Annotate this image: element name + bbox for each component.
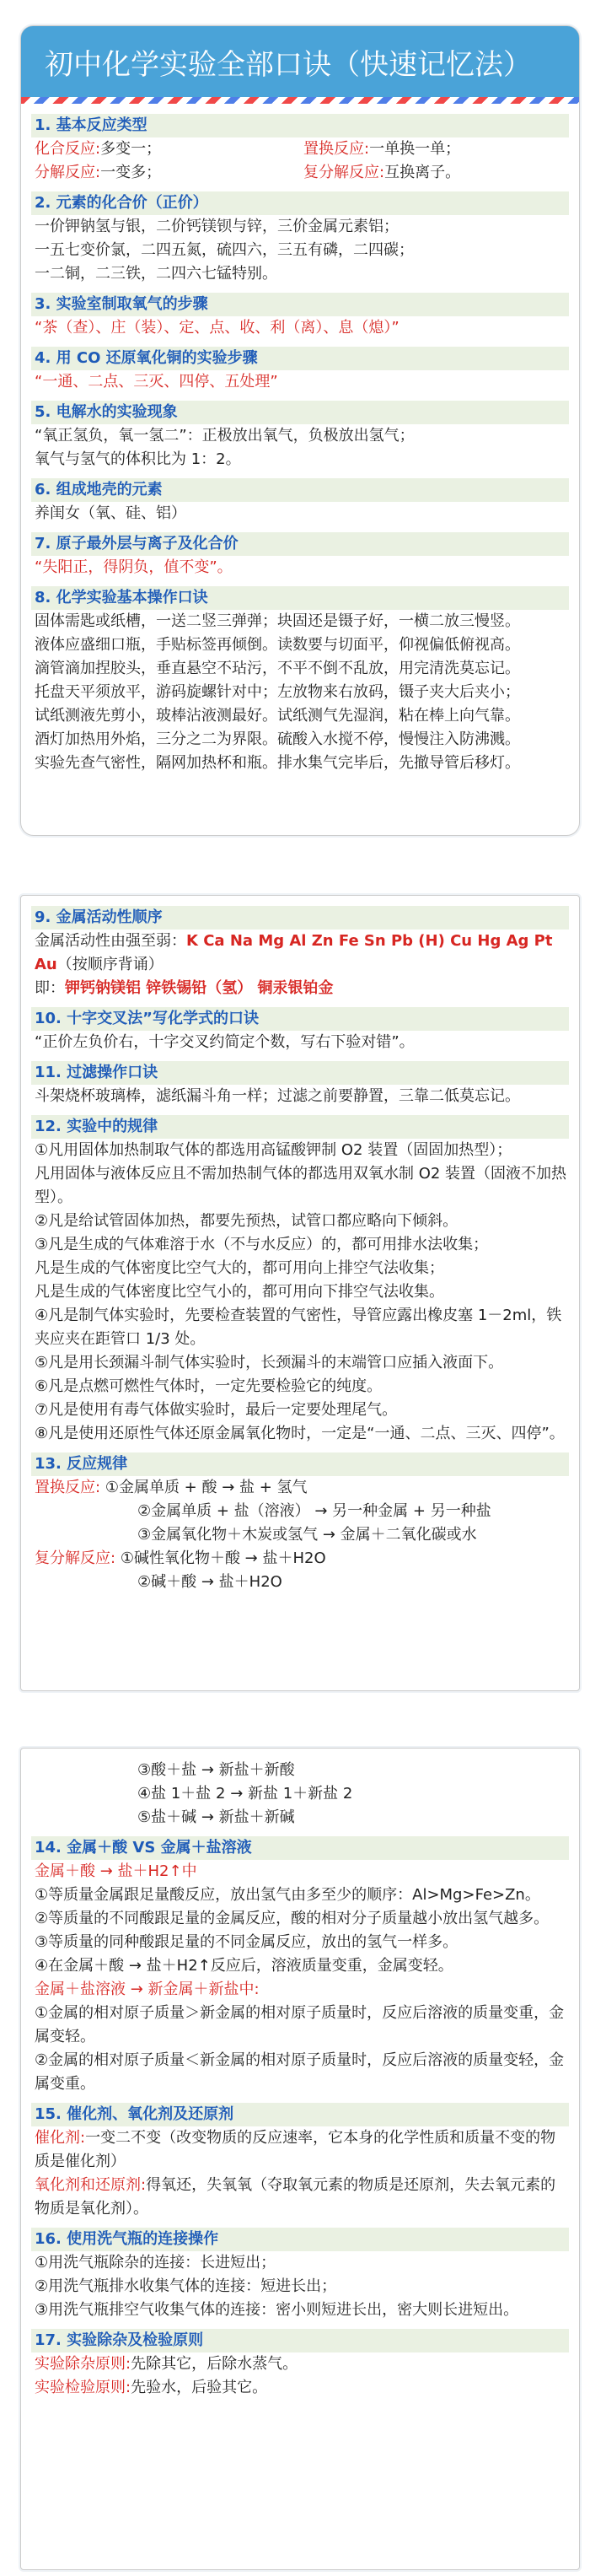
activity-prefix: 金属活动性由强至弱： — [35, 932, 186, 950]
section-heading: 4. 用 CO 还原氧化铜的实验步骤 — [31, 347, 569, 370]
mnemonic-line: “茶（查）、庄（装）、定、点、收、利（离）、息（熄）” — [35, 319, 400, 337]
section-heading: 16. 使用洗气瓶的连接操作 — [31, 2228, 569, 2251]
reaction-type-label: 复分解反应: — [303, 164, 385, 181]
rule-line: ④盐 1＋盐 2 → 新盐 1＋新盐 2 — [137, 1785, 353, 1803]
mnemonic-line: “失阳正，得阴负，值不变”。 — [35, 558, 233, 576]
reaction-type-label: 分解反应: — [35, 164, 101, 181]
definition-line — [31, 2126, 569, 2174]
rule-text: ①碱性氧化物＋酸 → 盐＋H2O — [120, 1549, 326, 1567]
section-reaction-rules — [31, 1452, 569, 1594]
section-heading: 5. 电解水的实验现象 — [31, 401, 569, 424]
reaction-type-text: 互换离子。 — [384, 164, 461, 181]
text-line: 凡是生成的气体密度比空气大的，都可用向上排空气法收集； — [35, 1259, 444, 1277]
text-line: ①凡用固体加热制取气体的都选用高锰酸钾制 O2 装置（固固加热型）； — [35, 1141, 512, 1159]
reaction-type-item — [300, 137, 569, 161]
text-line: 试纸测液先剪小，玻棒沾液测最好。试纸测气先湿润，粘在棒上向气靠。 — [35, 707, 520, 725]
card1-content — [21, 104, 579, 775]
section-ions — [31, 532, 569, 579]
text-line: ②金属的相对原子质量＜新金属的相对原子质量时，反应后溶液的质量变轻，金属变重。 — [35, 2051, 565, 2093]
section-heading: 8. 化学实验基本操作口诀 — [31, 586, 569, 610]
card-reaction-and-experiment-notes — [20, 1748, 580, 2570]
section-heading: 9. 金属活动性顺序 — [31, 906, 569, 930]
definition-label: 氧化剂和还原剂: — [35, 2176, 147, 2194]
reaction-type-text: 多变一； — [100, 140, 162, 158]
text-line: ④凡是制气体实验时，先要检查装置的气密性，导管应露出橡皮塞 1－2ml，铁夹应夹在距管口 1/3 处。 — [35, 1307, 562, 1348]
text-line: ②用洗气瓶排水收集气体的连接：短进长出； — [35, 2277, 337, 2295]
principle-line — [31, 2376, 569, 2400]
decorative-stripe — [21, 97, 579, 104]
text-line: ②等质量的不同酸跟足量的金属反应，酸的相对分子质量越小放出氢气越多。 — [35, 1910, 550, 1927]
reaction-type-text: 一单换一单； — [369, 140, 461, 158]
section-co-reduction — [31, 347, 569, 394]
section-heading: 2. 元素的化合价（正价） — [31, 191, 569, 215]
section-filtration — [31, 1061, 569, 1108]
text-line: ①金属的相对原子质量＞新金属的相对原子质量时，反应后溶液的质量变重，金属变轻。 — [35, 2004, 565, 2045]
text-line: 凡是生成的气体密度比空气小的，都可用向下排空气法收集。 — [35, 1283, 444, 1301]
principle-text: 先验水，后验其它。 — [131, 2379, 268, 2396]
rule-line: ②金属单质 + 盐（溶液） → 另一种金属 + 另一种盐 — [137, 1502, 491, 1520]
definition-text: 得氧还，失氧氧（夺取氧元素的物质是还原剂，失去氧元素的物质是氧化剂）。 — [35, 2176, 556, 2218]
reaction-type-item — [31, 161, 300, 185]
section-heading: 3. 实验室制取氧气的步骤 — [31, 293, 569, 316]
principle-label: 实验检验原则: — [35, 2379, 131, 2396]
text-line: 凡用固体与液体反应且不需加热制气体的都选用双氧水制 O2 装置（固液不加热型）。 — [35, 1165, 567, 1206]
card2-content — [21, 896, 579, 1594]
section-heading: 14. 金属＋酸 VS 金属＋盐溶液 — [31, 1836, 569, 1860]
section-oxygen-steps — [31, 293, 569, 340]
principle-text: 先除其它，后除水蒸气。 — [131, 2355, 298, 2373]
activity-suffix: （按顺序背诵） — [56, 956, 164, 973]
card3-content — [21, 1749, 579, 2400]
text-line: 养闺女（氧、硅、铝） — [35, 504, 186, 522]
rule-line — [31, 1476, 569, 1500]
section-electrolysis — [31, 401, 569, 472]
text-line: 一二铜，二三铁，二四六七锰特别。 — [35, 265, 277, 283]
text-line: ⑧凡是使用还原性气体还原金属氧化物时，一定是“一通、二点、三灭、四停”。 — [35, 1425, 565, 1442]
section-heading: 12. 实验中的规律 — [31, 1115, 569, 1139]
section-metal-comparison — [31, 1836, 569, 2096]
rule-line: ③酸＋盐 → 新盐＋新酸 — [137, 1761, 295, 1779]
text-line: ⑦凡是使用有毒气体做实验时，最后一定要处理尾气。 — [35, 1401, 398, 1419]
text-line: 实验先查气密性，隔网加热杯和瓶。排水集气完毕后，先撤导管后移灯。 — [35, 754, 520, 772]
activity-prefix: 即： — [35, 979, 65, 997]
text-line: 一五七变价氯，二四五氮，硫四六，三五有磷，二四碳； — [35, 241, 414, 259]
card-metal-and-lab-rules — [20, 895, 580, 1691]
text-line: ⑤凡是用长颈漏斗制气体实验时，长颈漏斗的末端管口应插入液面下。 — [35, 1354, 504, 1372]
rule-line — [31, 1547, 569, 1571]
reaction-type-item — [31, 137, 300, 161]
text-line: 滴管滴加捏胶头，垂直悬空不玷污，不平不倒不乱放，用完清洗莫忘记。 — [35, 660, 520, 677]
card-basic-rules — [20, 25, 580, 836]
definition-text: 一变二不变（改变物质的反应速率，它本身的化学性质和质量不变的物质是催化剂） — [35, 2129, 556, 2170]
section-heading: 6. 组成地壳的元素 — [31, 478, 569, 502]
definition-label: 催化剂: — [35, 2129, 86, 2147]
text-line: ②凡是给试管固体加热，都要先预热，试管口都应略向下倾斜。 — [35, 1212, 459, 1230]
section-cross-method — [31, 1007, 569, 1054]
subheading: 金属＋酸 → 盐＋H2↑中 — [35, 1862, 197, 1880]
activity-mnemonic-line — [31, 977, 569, 1000]
section-heading: 7. 原子最外层与离子及化合价 — [31, 532, 569, 556]
reaction-type-label: 置换反应: — [303, 140, 370, 158]
section-heading: 10. 十字交叉法”写化学式的口诀 — [31, 1007, 569, 1031]
text-line: ③用洗气瓶排空气收集气体的连接：密小则短进长出，密大则长进短出。 — [35, 2301, 519, 2319]
text-line: 斗架烧杯玻璃棒，滤纸漏斗角一样；过滤之前要静置，三靠二低莫忘记。 — [35, 1087, 520, 1105]
reaction-type-item — [300, 161, 569, 185]
activity-mnemonic: 钾钙钠镁铝 锌铁锡铅（氢） 铜汞银铂金 — [65, 979, 334, 997]
subheading: 金属＋盐溶液 → 新金属＋新盐中: — [35, 1981, 260, 1998]
text-line: 氧气与氢气的体积比为 1：2。 — [35, 450, 241, 468]
section-heading: 13. 反应规律 — [31, 1452, 569, 1476]
section-heading: 15. 催化剂、氧化剂及还原剂 — [31, 2103, 569, 2126]
text-line: 一价钾钠氢与银，二价钙镁钡与锌，三价金属元素铝； — [35, 218, 399, 235]
text-line: ①等质量金属跟足量酸反应，放出氢气由多至少的顺序：Al>Mg>Fe>Zn。 — [35, 1886, 540, 1904]
section-heading: 17. 实验除杂及检验原则 — [31, 2329, 569, 2352]
section-heading: 11. 过滤操作口诀 — [31, 1061, 569, 1085]
activity-order-line — [31, 930, 569, 977]
section-heading: 1. 基本反应类型 — [31, 114, 569, 137]
text-line: ⑥凡是点燃可燃性气体时，一定先要检验它的纯度。 — [35, 1377, 383, 1395]
rule-line: ⑤盐＋碱 → 新盐＋新碱 — [137, 1808, 295, 1826]
text-line: ①用洗气瓶除杂的连接：长进短出； — [35, 2254, 276, 2272]
section-reaction-types — [31, 114, 569, 185]
principle-label: 实验除杂原则: — [35, 2355, 131, 2373]
text-line: ③等质量的同种酸跟足量的不同金属反应，放出的氢气一样多。 — [35, 1933, 459, 1951]
rule-line: ③金属氧化物＋木炭或氢气 → 金属＋二氧化碳或水 — [137, 1526, 477, 1544]
activity-order: K Ca Na Mg Al Zn Fe Sn Pb (H) Cu Hg Ag Pt Au — [35, 932, 553, 973]
reaction-type-text: 一变多； — [100, 164, 162, 181]
section-metal-activity — [31, 906, 569, 1000]
text-line: ④在金属＋酸 → 盐＋H2↑反应后，溶液质量变重，金属变轻。 — [35, 1957, 453, 1975]
text-line: 酒灯加热用外焰，三分之二为界限。硫酸入水搅不停，慢慢注入防沸溅。 — [35, 730, 520, 748]
section-reaction-rules-continued — [31, 1759, 569, 1830]
principle-line — [31, 2352, 569, 2376]
section-gas-washing — [31, 2228, 569, 2322]
rule-text: ①金属单质 + 酸 → 盐 + 氢气 — [105, 1479, 308, 1496]
mnemonic-line: “一通、二点、三灭、四停、五处理” — [35, 373, 278, 391]
text-line: ③凡是生成的气体难溶于水（不与水反应）的，都可用排水法收集； — [35, 1236, 489, 1253]
text-line: “氧正氢负，氧一氢二”：正极放出氧气，负极放出氢气； — [35, 427, 415, 445]
section-purification-detection — [31, 2329, 569, 2400]
section-basic-operations — [31, 586, 569, 775]
text-line: 液体应盛细口瓶，手贴标签再倾倒。读数要与切面平，仰视偏低俯视高。 — [35, 636, 520, 654]
section-valence — [31, 191, 569, 286]
rule-line: ②碱＋酸 → 盐＋H2O — [137, 1573, 282, 1591]
reaction-type-row — [31, 137, 569, 185]
text-line: 固体需匙或纸槽，一送二竖三弹弹；块固还是镊子好，一横二放三慢竖。 — [35, 612, 520, 630]
section-experiment-rules — [31, 1115, 569, 1446]
section-crust-elements — [31, 478, 569, 525]
section-catalysts — [31, 2103, 569, 2221]
rule-label: 复分解反应: — [35, 1549, 116, 1567]
reaction-type-label: 化合反应: — [35, 140, 101, 158]
page-title: 初中化学实验全部口诀（快速记忆法） — [21, 26, 579, 97]
text-line: 托盘天平须放平，游码旋螺针对中；左放物来右放码，镊子夹大后夹小； — [35, 683, 520, 701]
definition-line — [31, 2174, 569, 2221]
rule-label: 置换反应: — [35, 1479, 101, 1496]
text-line: “正价左负价右，十字交叉约简定个数，写右下验对错”。 — [35, 1033, 415, 1051]
